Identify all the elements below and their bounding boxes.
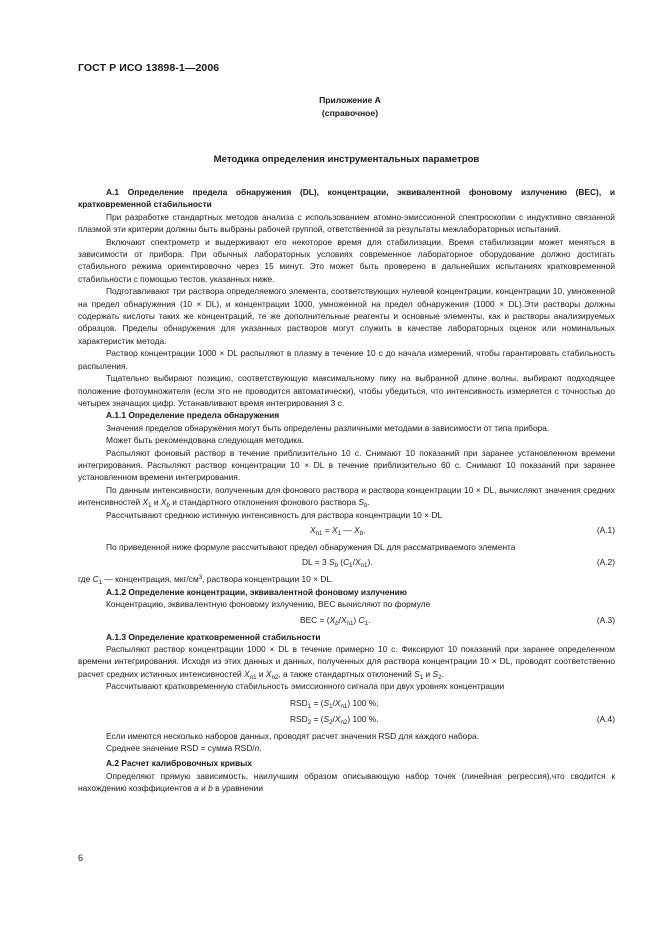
paragraph: Концентрацию, эквивалентную фоновому излучению, ВЕС вычисляют по формуле bbox=[106, 599, 431, 610]
equation-body: ВЕС = $(X_b/X_{n1})$ $C_1$. bbox=[300, 614, 371, 627]
section-a13-heading: А.1.3 Определение кратковременной стабильности bbox=[106, 631, 321, 642]
document-header: ГОСТ Р ИСО 13898-1—2006 bbox=[78, 62, 220, 74]
paragraph: Распыляют раствор концентрации 1000 × DL в течение примерно 10 с. Фиксируют 10 показаний при заранее определенном времени интегрирования. Исходя из этих данных и данных, полученных для раствора концентрации 10 × DL, проводят соответственно расчет средних истинных интенсивностей $X_{n1}$ и $X_{n2}$, а также стандартных отклонений $S_1$ и $S_2$. bbox=[78, 644, 615, 681]
paragraph: Рассчитывают кратковременную стабильность эмиссионного сигнала при двух уровнях концентрации bbox=[106, 681, 505, 692]
paragraph: Рассчитывают среднюю истинную интенсивность для раствора концентрации 10 × DL bbox=[106, 509, 443, 520]
appendix-heading bbox=[230, 94, 470, 119]
section-a12-heading: А.1.2 Определение концентрации, эквивалентной фоновому излучению bbox=[106, 586, 407, 597]
paragraph: При разработке стандартных методов анализа с использованием атомно-эмиссионной спектроскопии с индуктивно связанной плазмой эти критерии должны быть выбраны рабочей группой, ответственной за результаты межлабораторных испытаний. bbox=[78, 211, 615, 235]
equation-a2 bbox=[78, 553, 615, 573]
document-body bbox=[78, 186, 615, 795]
paragraph: Определяют прямую зависимость, наилучшим образом описывающую набор точек (линейная регрессия),что сводится к нахождению коэффициентов a и b в уравнении bbox=[78, 770, 615, 794]
paragraph: Тщательно выбирают позицию, соответствующую максимальному пику на выбранной длине волны, выбирают подходящее положение фотоумножителя (если это не проводится автоматически), чтобы убедиться, что интенсивность измеряется с точностью до четырех значащих цифр. Устанавливают время интегрирования 3 с. bbox=[78, 373, 615, 408]
equation-a4-line1 bbox=[78, 696, 615, 710]
section-a11-heading: А.1.1 Определение предела обнаружения bbox=[106, 410, 280, 421]
paragraph: Включают спектрометр и выдерживают его некоторое время для стабилизации. Время стабилизации может меняться в зависимости от прибора. При обычных лабораторных условиях современное лабораторное оборудование должно достигать стабильного режима ориентировочно через 15 минут. Это может быть проверено в дальнейших испытаниях кратковременной стабильности с помощью тестов, указанных ниже. bbox=[78, 236, 615, 284]
paragraph: Среднее значение RSD = сумма RSD/n. bbox=[106, 743, 262, 754]
equation-number: (А.4) bbox=[596, 713, 615, 724]
equation-body: $X_{n1} = X_1$ — $X_b$. bbox=[310, 524, 366, 537]
paragraph: Раствор концентрации 1000 × DL распыляют в плазму в течение 10 с до начала измерений, чтобы гарантировать стабильность распыления. bbox=[78, 348, 615, 371]
appendix-subtitle: (справочное) bbox=[321, 107, 379, 118]
appendix-title: Приложение А bbox=[319, 95, 381, 105]
equation-a4-line2 bbox=[78, 710, 615, 730]
main-title: Методика определения инструментальных параметров bbox=[213, 154, 480, 165]
paragraph: Значения пределов обнаружения могут быть определены различными методами в зависимости от типа прибора. bbox=[106, 422, 550, 433]
paragraph: где $C_1$ — концентрация, мкг/$см^3$, раствора концентрации 10 × DL. bbox=[78, 574, 334, 587]
equation-a1 bbox=[78, 521, 615, 541]
paragraph: По данным интенсивности, полученным для фонового раствора и раствора концентрации 10 × DL, вычисляют значения средних интенсивностей $X_1$ и $X_b$ и стандартного отклонения фонового раствора $S_b$. bbox=[78, 484, 615, 510]
equation-a3 bbox=[78, 611, 615, 631]
equation-body: $RSD_2 = (S_2/X_{n2})$ 100 %. bbox=[290, 713, 379, 726]
equation-number: (А.3) bbox=[596, 614, 615, 625]
section-a1-heading: А.1 Определение предела обнаружения (DL), концентрации, эквивалентной фоновому излучению (ВЕС), и кратковременной стабильности bbox=[78, 187, 615, 210]
section-a2-heading: А.2 Расчет калибровочных кривых bbox=[106, 758, 252, 769]
paragraph: Может быть рекомендована следующая методика. bbox=[106, 435, 305, 446]
page-number: 6 bbox=[78, 853, 84, 863]
paragraph: Если имеются несколько наборов данных, проводят расчет значения RSD для каждого набора. bbox=[106, 730, 479, 741]
paragraph: Подготавливают три раствора определяемого элемента, соответствующих нулевой концентрации, концентрации 10, умноженной на предел обнаружения (10 × DL), и концентрации 1000, умноженной на предел обнаружения (1000 × DL).Эти растворы должны содержать кислоты таких же концентраций, те же дополнительные реагенты и основные элементы, как и растворы анализируемых образцов. Пределы обнаружения для указанных растворов могут служить в качестве лабораторных оценок или номинальных характеристик метода. bbox=[78, 286, 615, 346]
paragraph: По приведенной ниже формуле рассчитывают предел обнаружения DL для рассматриваемого элемента bbox=[106, 541, 516, 552]
equation-body: $RSD_1 = (S_1/X_{n1})$ 100 %; bbox=[290, 697, 379, 710]
equation-number: (А.2) bbox=[596, 557, 615, 568]
equation-number: (А.1) bbox=[596, 524, 615, 535]
paragraph: Распыляют фоновый раствор в течение приблизительно 10 с. Снимают 10 показаний при заранее установленном времени интегрирования. Распыляют раствор концентрации 10 × DL в течение приблизительно 60 с. Снимают 10 показаний при заранее установленном времени интегрирования. bbox=[78, 447, 615, 483]
equation-body: DL = 3 $S_b$ $(C_1/X_{n1})$. bbox=[302, 557, 373, 570]
